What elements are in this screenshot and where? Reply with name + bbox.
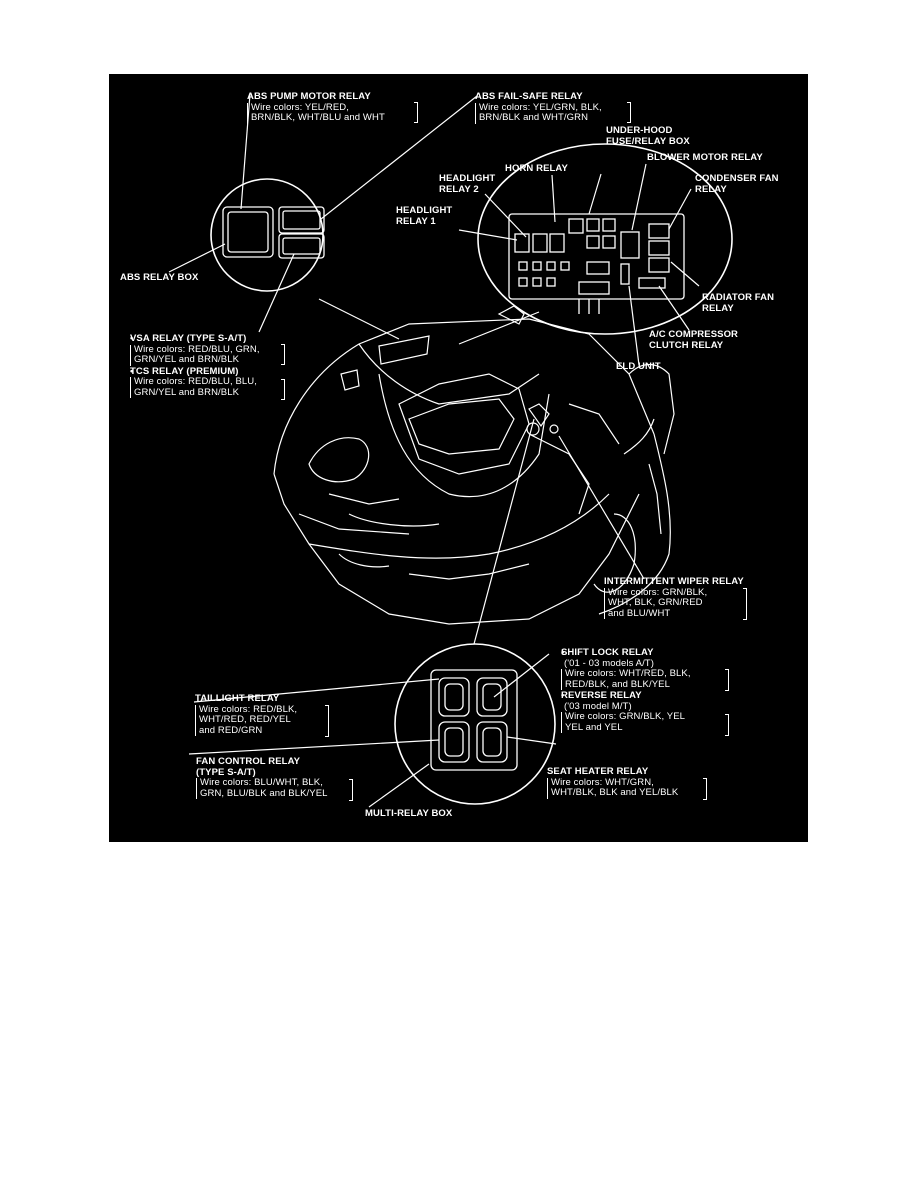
headlight-relay-2-label bbox=[439, 174, 495, 195]
taillight-bracket bbox=[325, 705, 329, 737]
tcs-relay-title: • TCS RELAY (PREMIUM) bbox=[130, 367, 260, 378]
fan-control-relay-label bbox=[196, 757, 328, 799]
fan-control-bracket bbox=[349, 779, 353, 801]
blower-motor-relay-label bbox=[647, 153, 763, 164]
abs-fail-safe-relay-title: ABS FAIL-SAFE RELAY bbox=[475, 91, 583, 102]
reverse-relay-block bbox=[561, 691, 691, 733]
eld-unit-title: ELD UNIT bbox=[616, 361, 661, 372]
vsa-relay-block bbox=[130, 334, 260, 366]
wiper-wire-line-1: Wire colors: GRN/BLK, bbox=[604, 588, 744, 599]
reverse-relay-title: • REVERSE RELAY bbox=[561, 691, 691, 702]
shift-lock-models: ('01 - 03 models A/T) bbox=[564, 657, 654, 669]
abs-relay-box-title: ABS RELAY BOX bbox=[120, 272, 199, 283]
fan-control-relay-title: FAN CONTROL RELAY bbox=[196, 756, 301, 767]
blower-motor-relay-title: BLOWER MOTOR RELAY bbox=[647, 152, 763, 163]
seat-heater-relay-label bbox=[547, 767, 678, 799]
vsa-relay-wire-line-1: Wire colors: RED/BLU, GRN, bbox=[130, 345, 260, 356]
taillight-wire-line-1: Wire colors: RED/BLK, bbox=[195, 705, 297, 716]
seat-heater-wire-line-2: WHT/BLK, BLK and YEL/BLK bbox=[547, 788, 678, 799]
horn-relay-title: HORN RELAY bbox=[505, 163, 568, 174]
headlight-relay-1-label bbox=[396, 206, 452, 227]
reverse-bracket bbox=[725, 714, 729, 736]
fan-control-wire-line-1: Wire colors: BLU/WHT, BLK, bbox=[196, 778, 328, 789]
shift-lock-relay-block bbox=[561, 648, 691, 690]
abs-pump-motor-relay-title: ABS PUMP MOTOR RELAY bbox=[247, 91, 371, 102]
headlight-relay-1-line-2: RELAY 1 bbox=[396, 215, 436, 227]
abs-fail-safe-relay-label bbox=[475, 92, 602, 124]
horn-relay-label bbox=[505, 164, 568, 175]
abs-pump-motor-relay-wire-line-1: Wire colors: YEL/RED, bbox=[247, 103, 385, 114]
wiper-wire-line-3: and BLU/WHT bbox=[604, 609, 744, 620]
reverse-model: ('03 model M/T) bbox=[564, 700, 632, 712]
radiator-fan-relay-line-2: RELAY bbox=[702, 302, 734, 314]
fan-control-relay-type: (TYPE S-A/T) bbox=[196, 766, 256, 778]
reverse-wire-line-1: Wire colors: GRN/BLK, YEL bbox=[561, 712, 691, 723]
shift-lock-reverse-relay-labels bbox=[551, 648, 691, 734]
headlight-relay-2-line-1: HEADLIGHT bbox=[439, 173, 496, 184]
condenser-fan-relay-label bbox=[695, 174, 779, 195]
condenser-fan-relay-line-1: CONDENSER FAN bbox=[695, 173, 779, 184]
vsa-bracket bbox=[281, 344, 285, 365]
abs-fail-safe-relay-wire-line-2: BRN/BLK and WHT/GRN bbox=[475, 113, 602, 124]
eld-unit-label bbox=[616, 362, 661, 373]
shift-lock-wire-line-1: Wire colors: WHT/RED, BLK, bbox=[561, 669, 691, 680]
multi-relay-box-title: MULTI-RELAY BOX bbox=[365, 808, 453, 819]
taillight-relay-title: TAILLIGHT RELAY bbox=[195, 693, 280, 704]
seat-heater-relay-title: SEAT HEATER RELAY bbox=[547, 766, 649, 777]
shift-lock-wire-line-2: RED/BLK, and BLK/YEL bbox=[561, 680, 691, 691]
ac-compressor-line-1: A/C COMPRESSOR bbox=[649, 329, 739, 340]
taillight-relay-label bbox=[195, 694, 297, 736]
abs-pump-motor-relay-label bbox=[247, 92, 385, 124]
abs-pump-bracket bbox=[414, 102, 418, 123]
under-hood-line-2: FUSE/RELAY BOX bbox=[606, 135, 690, 147]
radiator-fan-relay-label bbox=[702, 293, 774, 314]
abs-relay-box-label bbox=[120, 273, 198, 284]
abs-relay-box-detail bbox=[211, 179, 324, 291]
seat-heater-wire-line-1: Wire colors: WHT/GRN, bbox=[547, 778, 678, 789]
ac-compressor-clutch-relay-label bbox=[649, 330, 738, 351]
wiper-bracket bbox=[743, 588, 747, 620]
diagram-panel bbox=[109, 74, 808, 842]
tcs-relay-wire-line-1: Wire colors: RED/BLU, BLU, bbox=[130, 377, 260, 388]
abs-fail-bracket bbox=[627, 102, 631, 123]
shift-lock-bracket bbox=[725, 669, 729, 691]
intermittent-wiper-relay-label bbox=[604, 577, 744, 619]
wiper-wire-line-2: WHT, BLK, GRN/RED bbox=[604, 598, 744, 609]
radiator-fan-relay-line-1: RADIATOR FAN bbox=[702, 292, 775, 303]
under-hood-line-1: UNDER-HOOD bbox=[606, 125, 673, 136]
under-hood-fuse-relay-box-label bbox=[606, 126, 690, 147]
headlight-relay-2-line-2: RELAY 2 bbox=[439, 183, 479, 195]
vsa-relay-title: • VSA RELAY (TYPE S-A/T) bbox=[130, 334, 260, 345]
shift-lock-relay-title: • SHIFT LOCK RELAY bbox=[561, 648, 691, 659]
abs-pump-motor-relay-wire-line-2: BRN/BLK, WHT/BLU and WHT bbox=[247, 113, 385, 124]
intermittent-wiper-relay-title: INTERMITTENT WIPER RELAY bbox=[604, 576, 744, 587]
taillight-wire-line-2: WHT/RED, RED/YEL bbox=[195, 715, 297, 726]
ac-compressor-line-2: CLUTCH RELAY bbox=[649, 339, 724, 351]
taillight-wire-line-3: and RED/GRN bbox=[195, 726, 297, 737]
fan-control-wire-line-2: GRN, BLU/BLK and BLK/YEL bbox=[196, 789, 328, 800]
tcs-bracket bbox=[281, 379, 285, 400]
tcs-relay-block bbox=[130, 367, 260, 399]
vsa-relay-wire-line-2: GRN/YEL and BRN/BLK bbox=[130, 355, 260, 366]
headlight-relay-1-line-1: HEADLIGHT bbox=[396, 205, 453, 216]
condenser-fan-relay-line-2: RELAY bbox=[695, 183, 727, 195]
vsa-tcs-relay-labels bbox=[120, 334, 260, 399]
tcs-relay-wire-line-2: GRN/YEL and BRN/BLK bbox=[130, 388, 260, 399]
multi-relay-box-label bbox=[365, 809, 452, 820]
seat-heater-bracket bbox=[703, 778, 707, 800]
reverse-wire-line-2: YEL and YEL bbox=[561, 723, 691, 734]
abs-fail-safe-relay-wire-line-1: Wire colors: YEL/GRN, BLK, bbox=[475, 103, 602, 114]
